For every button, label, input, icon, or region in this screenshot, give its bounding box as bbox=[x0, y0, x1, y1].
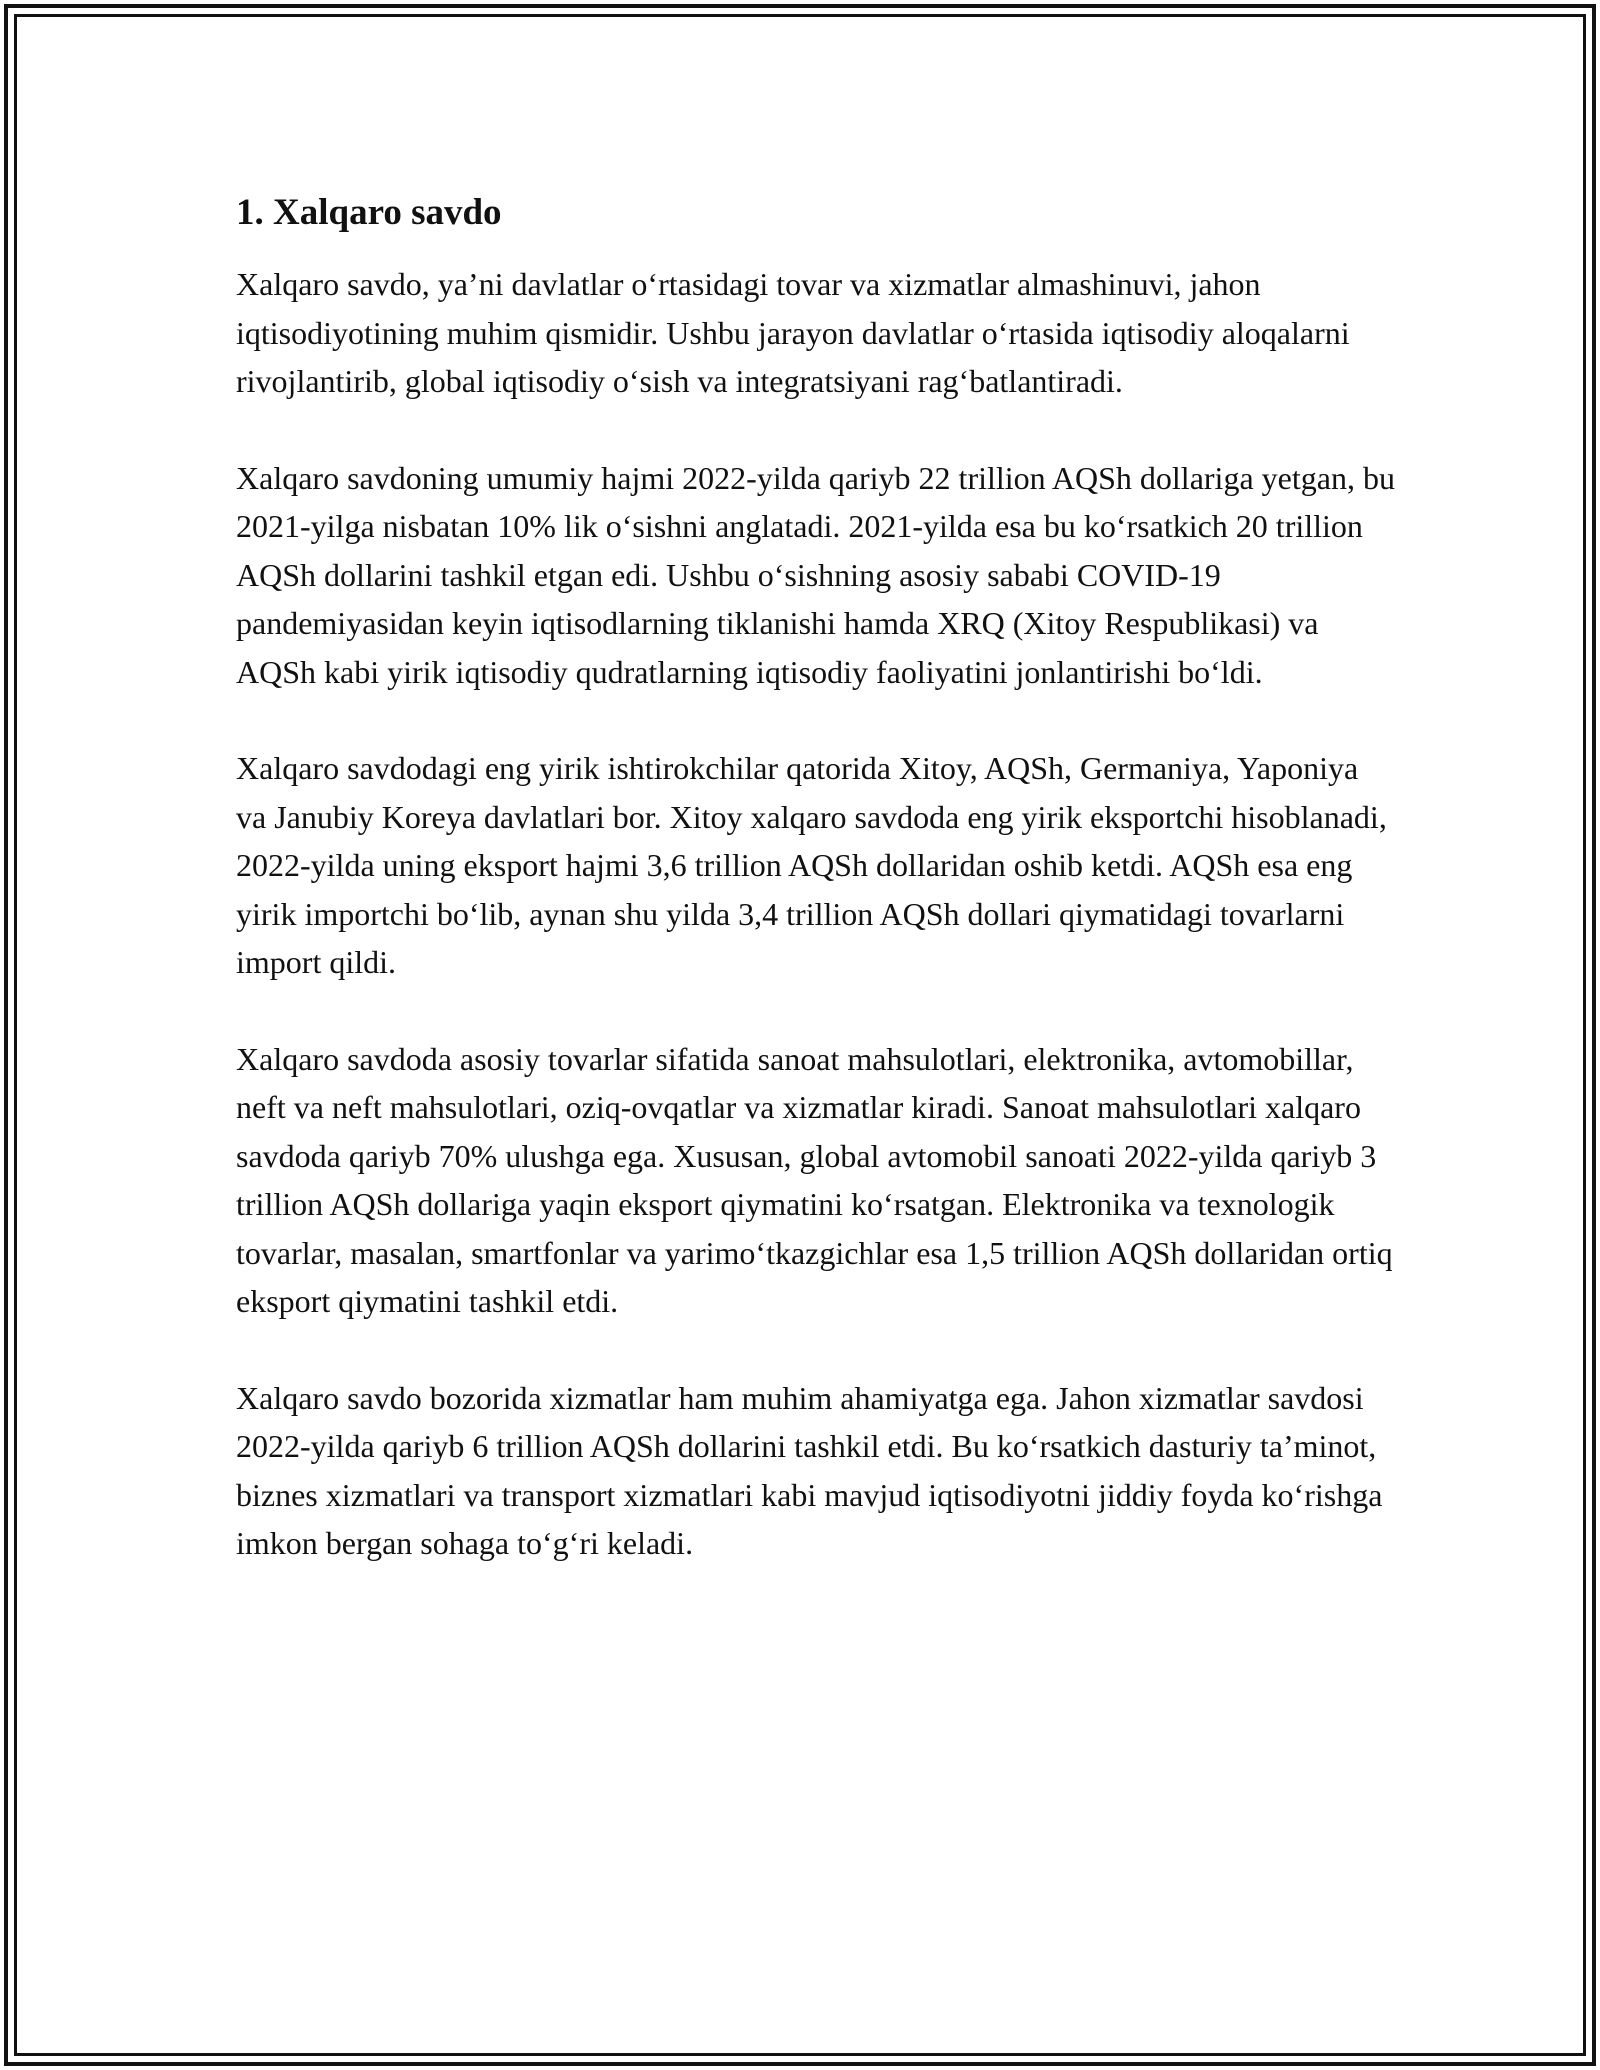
paragraph-trade-volume: Xalqaro savdoning umumiy hajmi 2022-yilda qariyb 22 trillion AQSh dollariga yetgan, bu 2021-yilga nisbatan 10% lik o‘sishni anglatadi. 2021-yilda esa bu ko‘rsatkich 20 trillion AQSh dollarini tashkil etgan edi. Ushbu o‘sishning asosiy sababi COVID-19 pandemiyasidan keyin iqtisodlarning tiklanishi hamda XRQ (Xitoy Respublikasi) va AQSh kabi yirik iqtisodiy qudratlarning iqtisodiy faoliyatini jonlantirishi bo‘ldi. bbox=[236, 459, 1395, 690]
document-body bbox=[236, 188, 1396, 1616]
paragraph-intro: Xalqaro savdo, ya’ni davlatlar o‘rtasidagi tovar va xizmatlar almashinuvi, jahon iqtisodiyotining muhim qismidir. Ushbu jarayon davlatlar o‘rtasida iqtisodiy aloqalarni rivojlantirib, global iqtisodiy o‘sish va integratsiyani rag‘batlantiradi. bbox=[236, 266, 1350, 399]
paragraph-main-goods: Xalqaro savdoda asosiy tovarlar sifatida sanoat mahsulotlari, elektronika, avtomobillar, neft va neft mahsulotlari, oziq-ovqatlar va xizmatlar kiradi. Sanoat mahsulotlari xalqaro savdoda qariyb 70% ulushga ega. Xususan, global avtomobil sanoati 2022-yilda qariyb 3 trillion AQSh dollariga yaqin eksport qiymatini ko‘rsatgan. Elektronika va texnologik tovarlar, masalan, smartfonlar va yarimo‘tkazgichlar esa 1,5 trillion AQSh dollaridan ortiq eksport qiymatini tashkil etdi. bbox=[236, 1040, 1393, 1319]
section-heading: 1. Xalqaro savdo bbox=[236, 192, 502, 233]
paragraph-major-participants: Xalqaro savdodagi eng yirik ishtirokchilar qatorida Xitoy, AQSh, Germaniya, Yaponiya va Janubiy Koreya davlatlari bor. Xitoy xalqaro savdoda eng yirik eksportchi hisoblanadi, 2022-yilda uning eksport hajmi 3,6 trillion AQSh dollaridan oshib ketdi. AQSh esa eng yirik importchi bo‘lib, aynan shu yilda 3,4 trillion AQSh dollari qiymatidagi tovarlarni import qildi. bbox=[236, 750, 1387, 980]
paragraph-services-trade: Xalqaro savdo bozorida xizmatlar ham muhim ahamiyatga ega. Jahon xizmatlar savdosi 2022-yilda qariyb 6 trillion AQSh dollarini tashkil etdi. Bu ko‘rsatkich dasturiy ta’minot, biznes xizmatlari va transport xizmatlari kabi mavjud iqtisodiyotni jiddiy foyda ko‘rishga imkon bergan sohaga to‘g‘ri keladi. bbox=[236, 1379, 1383, 1561]
